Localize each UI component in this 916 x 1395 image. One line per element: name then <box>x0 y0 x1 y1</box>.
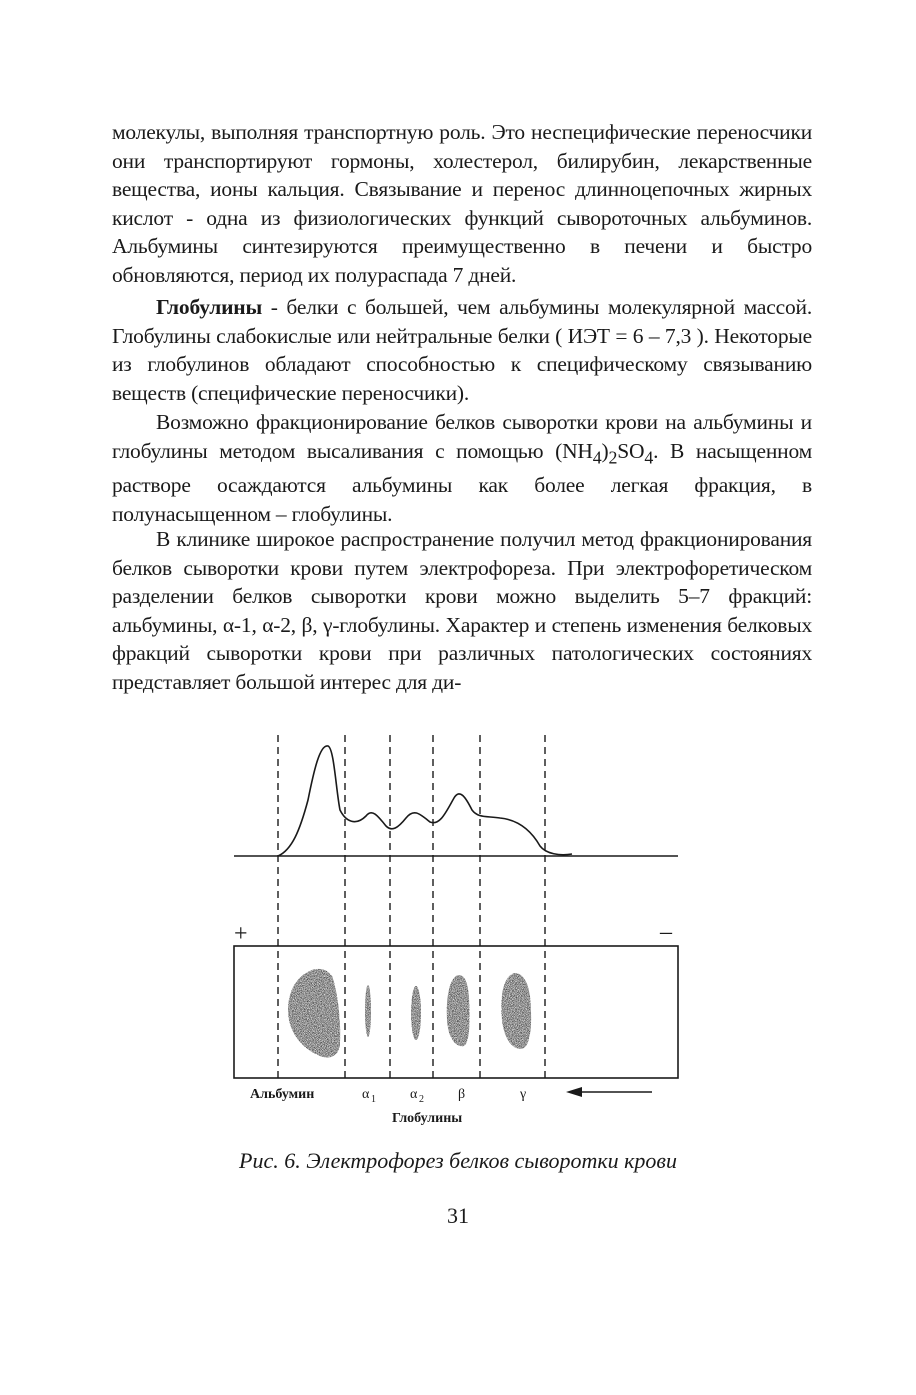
term-globulins: Глобулины <box>156 295 263 319</box>
migration-arrow <box>566 1087 652 1097</box>
paragraph-3-text-a: Возможно фракционирование белков сыворотки крови на альбумины и глобулины методом высаливания с помощью (NH <box>112 410 812 463</box>
formula-sub-1: 4 <box>592 446 602 467</box>
label-alpha2-sub: 2 <box>419 1094 424 1105</box>
label-alpha1 <box>362 1087 376 1105</box>
paragraph-4 <box>112 525 812 697</box>
page-number: 31 <box>447 1203 469 1228</box>
paragraph-2 <box>112 293 812 407</box>
label-gamma: γ <box>520 1087 527 1102</box>
label-globulins: Глобулины <box>392 1111 463 1126</box>
paragraph-3-text-d: . В насыщенном растворе осаждаются альбумины как более легкая фракция, в полунасыщенном – глобулины. <box>112 438 812 527</box>
migration-arrow-head <box>566 1087 582 1097</box>
alpha1-band <box>365 985 371 1037</box>
label-beta: β <box>458 1087 466 1102</box>
figure-caption: Рис. 6. Электрофорез белков сыворотки крови <box>239 1148 677 1173</box>
label-alpha1-letter: α <box>362 1087 370 1102</box>
anode-sign: + <box>234 921 248 947</box>
cathode-sign: – <box>660 919 672 945</box>
formula-sub-2: 2 <box>608 446 618 467</box>
paragraph-3-text-c: SO <box>617 438 645 463</box>
paragraph-1: молекулы, выполняя транспортную роль. Это неспецифические переносчики они транспортируют гормоны, холестерол, билирубин, лекарственные вещества, ионы кальция. Связывание и перенос длинноцепочных жирных кислот - одна из физиологических функций сывороточных альбуминов. Альбумины синтезируются преимущественно в печени и быстро обновляются, период их полураспада 7 дней. <box>112 120 812 287</box>
label-albumin: Альбумин <box>250 1087 315 1102</box>
densitogram-curve <box>278 746 572 856</box>
protein-bands <box>288 969 531 1058</box>
label-alpha2-letter: α <box>410 1087 418 1102</box>
gamma-band <box>501 973 531 1049</box>
paragraph-4-text: В клинике широкое распространение получил метод фракционирования белков сыворотки крови путем электрофореза. При электрофоретическом разделении белков сыворотки крови можно выделить 5–7 фракций: альбумины, α-1, α-2, β, γ-глобулины. Характер и степень изменения белковых фракций сыворотки крови при различных патологических состояниях представляет большой интерес для ди- <box>112 527 812 694</box>
paragraph-3-text-b: ) <box>601 438 609 463</box>
label-alpha2 <box>410 1087 424 1105</box>
albumin-band <box>288 969 340 1058</box>
paragraph-3 <box>112 408 812 529</box>
label-alpha1-sub: 1 <box>371 1094 376 1105</box>
beta-band <box>447 975 470 1046</box>
electrophoresis-figure <box>220 730 690 1140</box>
formula-sub-3: 4 <box>644 446 654 467</box>
paragraph-2-text: - белки с большей, чем альбумины молекулярной массой. Глобулины слабокислые или нейтральные белки ( ИЭТ = 6 – 7,3 ). Некоторые из глобулинов обладают способностью к специфическому связыванию веществ (специфические переносчики). <box>112 295 812 405</box>
alpha2-band <box>411 986 421 1040</box>
